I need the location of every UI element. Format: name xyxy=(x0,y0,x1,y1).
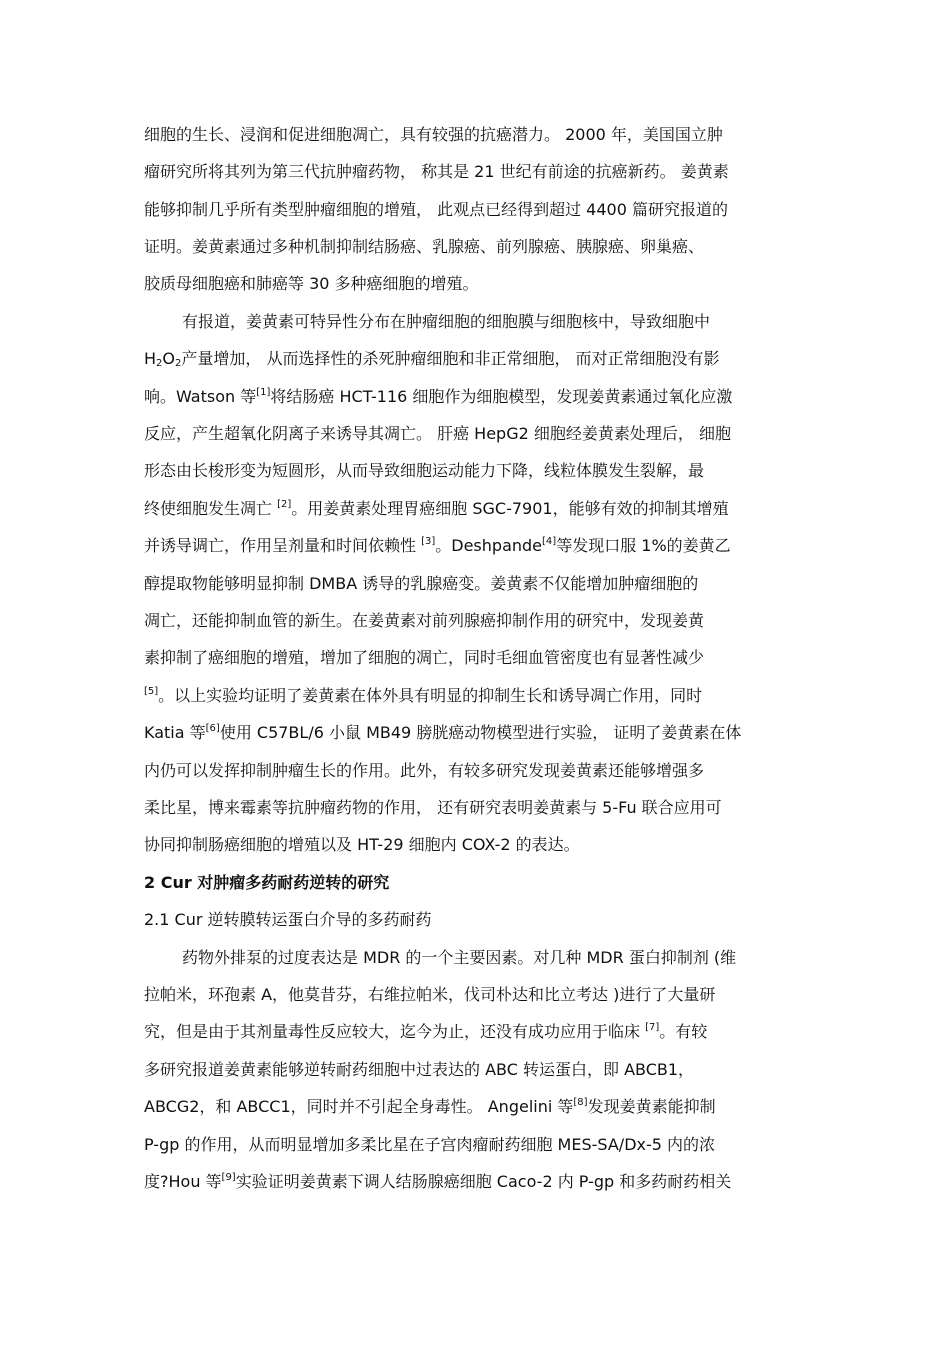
citation: [3] xyxy=(421,536,436,547)
text-line xyxy=(144,535,816,557)
text-line: 协同抑制肠癌细胞的增殖以及 HT-29 细胞内 COX-2 的表达。 xyxy=(144,835,580,854)
subscript: 2 xyxy=(156,358,163,369)
subsection-heading: 2.1 Cur 逆转膜转运蛋白介导的多药耐药 xyxy=(144,910,432,929)
citation: [9] xyxy=(221,1172,236,1183)
text-line: 细胞的生长、浸润和促进细胞凋亡，具有较强的抗癌潜力。 2000 年，美国国立肿 xyxy=(144,125,723,144)
citation: [1] xyxy=(256,387,271,398)
section-heading: 2 Cur 对肿瘤多药耐药逆转的研究 xyxy=(144,873,390,892)
text-fragment: 。用姜黄素处理胃癌细胞 SGC-7901，能够有效的抑制其增殖 xyxy=(291,499,729,518)
text-line: 胶质母细胞癌和肺癌等 30 多种癌细胞的增殖。 xyxy=(144,274,479,293)
text-line: 素抑制了癌细胞的增殖，增加了细胞的凋亡，同时毛细血管密度也有显著性减少 xyxy=(144,648,705,667)
citation: [2] xyxy=(277,499,292,510)
text-line: 反应，产生超氧化阴离子来诱导其凋亡。 肝癌 HepG2 细胞经姜黄素处理后， 细胞 xyxy=(144,424,731,443)
text-line: 证明。姜黄素通过多种机制抑制结肠癌、乳腺癌、前列腺癌、胰腺癌、卵巢癌、 xyxy=(144,237,705,256)
text-fragment: 实验证明姜黄素下调人结肠腺癌细胞 Caco-2 内 P-gp 和多药耐药相关 xyxy=(235,1172,732,1191)
text-line: 多研究报道姜黄素能够逆转耐药细胞中过表达的 ABC 转运蛋白，即 ABCB1， xyxy=(144,1060,695,1079)
text-fragment: 并诱导调亡，作用呈剂量和时间依赖性 xyxy=(144,536,422,555)
text-fragment: 使用 C57BL/6 小鼠 MB49 膀胱癌动物模型进行实验， 证明了姜黄素在体 xyxy=(219,723,742,742)
citation: [8] xyxy=(573,1097,588,1108)
text-fragment: 产量增加， 从而选择性的杀死肿瘤细胞和非正常细胞， 而对正常细胞没有影 xyxy=(181,349,720,368)
text-line: 凋亡，还能抑制血管的新生。在姜黄素对前列腺癌抑制作用的研究中，发现姜黄 xyxy=(144,611,705,630)
text-fragment: 度?Hou 等 xyxy=(144,1172,222,1191)
citation: [5] xyxy=(144,686,159,697)
text-fragment: H xyxy=(144,349,157,368)
text-line: 内仍可以发挥抑制肿瘤生长的作用。此外，有较多研究发现姜黄素还能够增强多 xyxy=(144,761,705,780)
text-fragment: O xyxy=(162,349,175,368)
subscript: 2 xyxy=(175,358,182,369)
text-fragment: 等发现口服 1%的姜黄乙 xyxy=(556,536,731,555)
text-fragment: Katia 等 xyxy=(144,723,206,742)
text-fragment: 究，但是由于其剂量毒性反应较大，迄今为止，还没有成功应用于临床 xyxy=(144,1022,646,1041)
text-line: P-gp 的作用，从而明显增加多柔比星在子宫肉瘤耐药细胞 MES-SA/Dx-5 内的浓 xyxy=(144,1135,716,1154)
text-line: 柔比星，博来霉素等抗肿瘤药物的作用， 还有研究表明姜黄素与 5-Fu 联合应用可 xyxy=(144,798,722,817)
text-line: 药物外排泵的过度表达是 MDR 的一个主要因素。对几种 MDR 蛋白抑制剂 (维 xyxy=(182,948,737,967)
text-fragment: 将结肠癌 HCT-116 细胞作为细胞模型，发现姜黄素通过氧化应激 xyxy=(270,387,733,406)
text-line xyxy=(144,722,816,744)
text-line xyxy=(144,348,816,370)
text-line xyxy=(144,1096,816,1118)
citation: [4] xyxy=(542,536,557,547)
text-line xyxy=(144,498,816,520)
text-line: 拉帕米，环孢素 A，他莫昔芬，右维拉帕米，伐司朴达和比立考达 )进行了大量研 xyxy=(144,985,716,1004)
text-line xyxy=(144,685,816,707)
text-line: 形态由长梭形变为短圆形，从而导致细胞运动能力下降，线粒体膜发生裂解，最 xyxy=(144,461,705,480)
text-fragment: 。Deshpande xyxy=(435,536,543,555)
text-line: 瘤研究所将其列为第三代抗肿瘤药物， 称其是 21 世纪有前途的抗癌新药。 姜黄素 xyxy=(144,162,729,181)
text-fragment: ABCG2，和 ABCC1，同时并不引起全身毒性。 Angelini 等 xyxy=(144,1097,574,1116)
text-line: 有报道，姜黄素可特异性分布在肿瘤细胞的细胞膜与细胞核中，导致细胞中 xyxy=(182,312,711,331)
text-line: 醇提取物能够明显抑制 DMBA 诱导的乳腺癌变。姜黄素不仅能增加肿瘤细胞的 xyxy=(144,574,699,593)
text-line xyxy=(144,1021,816,1043)
text-line xyxy=(144,1171,816,1193)
citation: [7] xyxy=(645,1022,660,1033)
text-fragment: 响。Watson 等 xyxy=(144,387,257,406)
text-fragment: 。有较 xyxy=(659,1022,708,1041)
text-line: 能够抑制几乎所有类型肿瘤细胞的增殖， 此观点已经得到超过 4400 篇研究报道的 xyxy=(144,200,728,219)
text-fragment: 终使细胞发生凋亡 xyxy=(144,499,278,518)
text-line xyxy=(144,386,816,408)
text-fragment: 发现姜黄素能抑制 xyxy=(587,1097,716,1116)
text-fragment: 。以上实验均证明了姜黄素在体外具有明显的抑制生长和诱导凋亡作用，同时 xyxy=(158,686,703,705)
citation: [6] xyxy=(205,723,220,734)
